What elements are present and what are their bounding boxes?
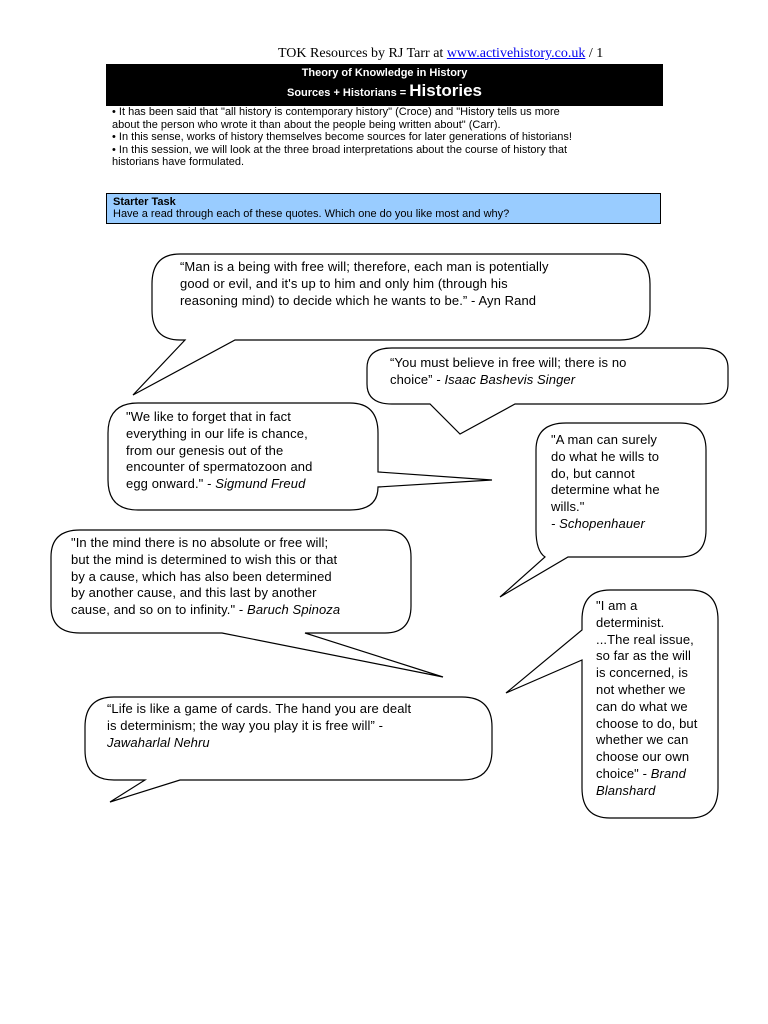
quote-line: “Life is like a game of cards. The hand you are dealt bbox=[107, 701, 412, 716]
quote-line: do what he wills to bbox=[551, 448, 660, 464]
quote-line: but the mind is determined to wish this or that bbox=[71, 551, 338, 567]
header-prefix: TOK Resources by RJ Tarr at bbox=[278, 46, 447, 61]
quote-line bbox=[126, 476, 312, 493]
intro-line: • In this session, we will look at the three broad interpretations about the course of history that bbox=[112, 143, 568, 156]
quote-text: choice" - bbox=[596, 765, 651, 781]
starter-heading: Starter Task bbox=[113, 196, 176, 208]
quote-author-name: - Schopenhauer bbox=[551, 515, 645, 531]
quote-line bbox=[107, 735, 411, 752]
quote-author bbox=[551, 516, 660, 533]
quote-line: by a cause, which has also been determined bbox=[71, 568, 332, 584]
intro-line: about the person who wrote it than about the people being written about" (Carr). bbox=[112, 118, 501, 131]
title-line-1: Theory of Knowledge in History bbox=[301, 67, 468, 79]
quote-nehru bbox=[107, 701, 411, 751]
quote-spinoza bbox=[71, 535, 340, 619]
quote-freud bbox=[126, 409, 312, 493]
quote-line: determinist. bbox=[596, 614, 665, 630]
quote-line: can do what we bbox=[596, 698, 688, 714]
quote-author: Brand bbox=[650, 765, 686, 781]
quote-line: “You must believe in free will; there is no bbox=[390, 355, 627, 370]
quote-line: reasoning mind) to decide which he wants to be.” - Ayn Rand bbox=[180, 292, 537, 308]
quote-line: ...The real issue, bbox=[596, 631, 694, 647]
quote-line: wills." bbox=[551, 499, 585, 515]
quote-line bbox=[390, 372, 627, 389]
title-histories: Histories bbox=[409, 81, 483, 100]
quote-author: Isaac Bashevis Singer bbox=[444, 371, 576, 387]
quote-author: Baruch Spinoza bbox=[247, 602, 341, 618]
quote-line: "In the mind there is no absolute or free will; bbox=[71, 535, 329, 550]
quote-line: "We like to forget that in fact bbox=[126, 409, 291, 424]
intro-line: • It has been said that "all history is contemporary history" (Croce) and "History tells us more bbox=[112, 106, 560, 118]
quote-singer bbox=[390, 355, 627, 389]
quote-line: "I am a bbox=[596, 598, 638, 613]
quote-line: "A man can surely bbox=[551, 432, 658, 447]
quote-line: choose to do, but bbox=[596, 715, 698, 731]
quote-line: is determinism; the way you play it is free will” - bbox=[107, 717, 384, 733]
quote-line: by another cause, and this last by another bbox=[71, 585, 317, 601]
quote-schopenhauer bbox=[551, 432, 660, 533]
quote-blanshard bbox=[596, 598, 697, 800]
starter-text: Have a read through each of these quotes. Which one do you like most and why? bbox=[113, 208, 510, 220]
quote-line: good or evil, and it's up to him and only him (through his bbox=[180, 275, 508, 291]
quote-line: “Man is a being with free will; therefore, each man is potentially bbox=[180, 259, 549, 274]
quote-author: Blanshard bbox=[596, 782, 656, 798]
quote-line: is concerned, is bbox=[596, 665, 688, 681]
quote-line: choose our own bbox=[596, 749, 690, 765]
quote-line bbox=[71, 602, 340, 619]
quote-line bbox=[596, 783, 697, 800]
intro-line: historians have formulated. bbox=[112, 156, 245, 169]
quote-line: whether we can bbox=[596, 732, 689, 748]
quote-line bbox=[596, 766, 697, 783]
quote-line: so far as the will bbox=[596, 648, 692, 664]
quote-rand bbox=[180, 259, 549, 309]
quote-text: choice” - bbox=[390, 371, 445, 387]
quote-text: egg onward." - bbox=[126, 476, 216, 492]
page-number: / 1 bbox=[585, 46, 604, 61]
quote-line: everything in our life is chance, bbox=[126, 425, 308, 441]
quote-line: encounter of spermatozoon and bbox=[126, 459, 313, 475]
quote-line: from our genesis out of the bbox=[126, 442, 284, 458]
intro-line: • In this sense, works of history themselves become sources for later generations of historians! bbox=[112, 131, 572, 144]
quote-line: not whether we bbox=[596, 681, 686, 697]
activehistory-link[interactable]: www.activehistory.co.uk bbox=[446, 46, 586, 61]
quote-line: determine what he bbox=[551, 482, 660, 498]
quote-line: do, but cannot bbox=[551, 465, 635, 481]
quote-text: cause, and so on to infinity." - bbox=[71, 602, 248, 618]
quote-author: Sigmund Freud bbox=[215, 476, 306, 492]
quote-author: Jawaharlal Nehru bbox=[107, 734, 210, 750]
title-line-2-prefix: Sources + Historians = bbox=[286, 87, 410, 99]
